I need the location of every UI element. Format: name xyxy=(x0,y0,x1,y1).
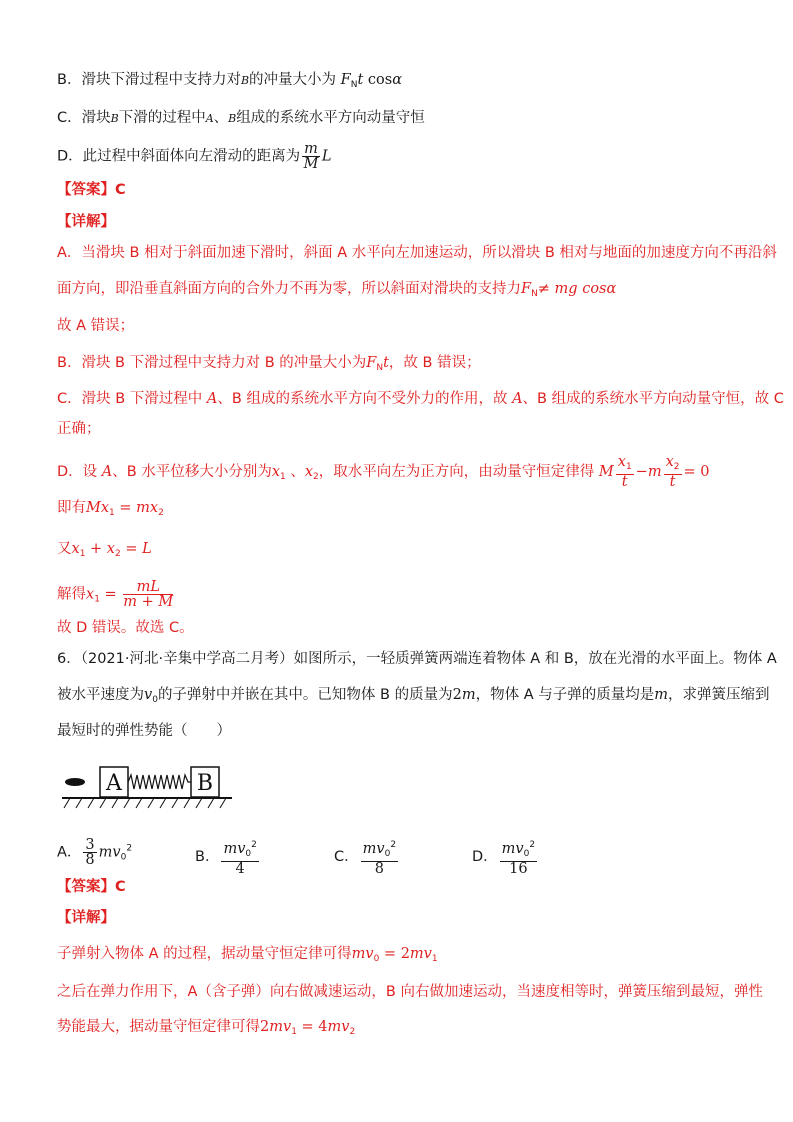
explanation-d-line1: D．设 A、B 水平位移大小分别为$x_1$ 、$x_2$，取水平向左为正方向，由动量守恒定律得 M $\frac{x_1}{t}$ −m $\frac{x_2}{t}$ = 0 xyxy=(57,454,710,490)
explanation2-line2: 之后在弹力作用下，A（含子弹）向右做减速运动，B 向右做加速运动，当速度相等时，弹簧压缩到最短，弹性 xyxy=(57,984,763,1000)
block-a-label: A xyxy=(106,771,122,796)
detail-label: 【详解】 xyxy=(57,214,115,230)
question6-line1: 6．（2021·河北·辛集中学高二月考）如图所示，一轻质弹簧两端连着物体 A 和 B，放在光滑的水平面上。物体 A xyxy=(57,651,777,667)
spring-block-figure xyxy=(60,763,235,813)
q6-option-a: A． $\frac{3}{8}$ $mv_0^2$ xyxy=(57,837,133,868)
explanation-c-line2: 正确； xyxy=(57,421,101,437)
option-d: D．此过程中斜面体向左滑动的距离为 $\frac{m}{M}$ L xyxy=(57,141,332,172)
block-b-label: B xyxy=(196,771,214,796)
question6-line2: 被水平速度为$v_0$的子弹射中并嵌在其中。已知物体 B 的质量为2m，物体 A 与子弹的质量均是m，求弹簧压缩到 xyxy=(57,687,770,705)
explanation-a-line1: A．当滑块 B 相对于斜面加速下滑时，斜面 A 水平向左加速运动，所以滑块 B 相对与地面的加速度方向不再沿斜 xyxy=(57,245,777,261)
explanation2-line1: 子弹射入物体 A 的过程，据动量守恒定律可得$mv_0 = 2mv_1$ xyxy=(57,946,438,964)
bullet-icon xyxy=(65,778,85,786)
explanation-a-line2: 面方向，即沿垂直斜面方向的合外力不再为零，所以斜面对滑块的支持力$F_N\ne$ mg cosα xyxy=(57,281,617,299)
explanation-c-line1: C．滑块 B 下滑过程中 A、B 组成的系统水平方向不受外力的作用，故 A、B 组成的系统水平方向动量守恒，故 C xyxy=(57,391,784,407)
question6-line3: 最短时的弹性势能（ ） xyxy=(57,723,231,739)
explanation-b: B．滑块 B 下滑过程中支持力对 B 的冲量大小为$F_Nt$，故 B 错误； xyxy=(57,355,481,373)
explanation-d-line3: 又$x_1 + x_2 = L$ xyxy=(57,541,152,559)
explanation-d-conclusion: 故 D 错误。故选 C。 xyxy=(57,620,194,636)
fraction-m-over-M: $\frac{m}{M}$ xyxy=(303,141,319,172)
explanation2-line3: 势能最大，据动量守恒定律可得$2mv_1 = 4mv_2$ xyxy=(57,1019,356,1037)
q6-option-b: B． $\frac{mv_0^2}{4}$ xyxy=(195,840,257,877)
answer2-label: 【答案】C xyxy=(57,879,126,895)
explanation-a-wrong: 故 A 错误； xyxy=(57,318,135,334)
q6-option-d: D． $\frac{mv_0^2}{16}$ xyxy=(472,840,536,877)
explanation-d-line4: 解得$x_1$ = $\frac{mL}{m + M}$ xyxy=(57,579,174,610)
ground-hatching xyxy=(64,798,226,808)
explanation-d-line2: 即有$Mx_1 = mx_2$ xyxy=(57,500,164,518)
option-c: C．滑块B下滑的过程中A、B组成的系统水平方向动量守恒 xyxy=(57,110,425,126)
spring-icon xyxy=(128,775,191,789)
answer-label: 【答案】C xyxy=(57,182,126,198)
q6-option-c: C． $\frac{mv_0^2}{8}$ xyxy=(334,840,397,877)
detail2-label: 【详解】 xyxy=(57,910,115,926)
option-b: B．滑块下滑过程中支持力对B的冲量大小为 $F_Nt$ cosα xyxy=(57,72,402,90)
